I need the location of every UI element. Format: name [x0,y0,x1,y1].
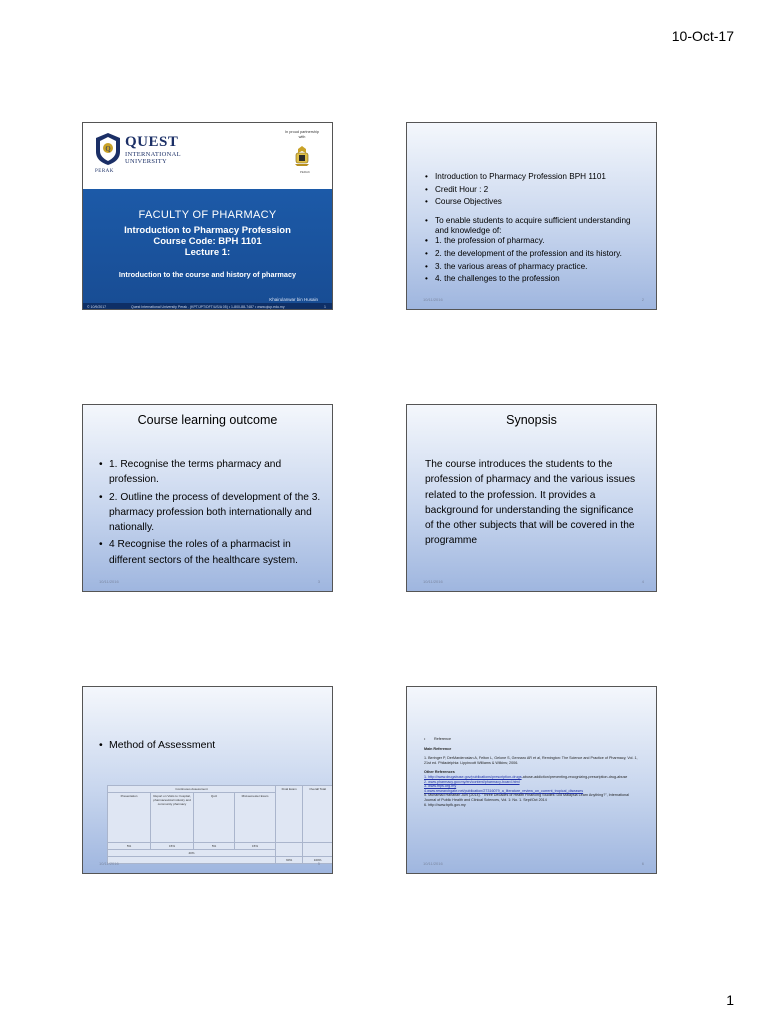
table-header: Final Exam [276,786,303,843]
logo-sub2: UNIVERSITY [125,158,167,165]
footer-date: 10/11/2016 [423,297,443,302]
main-reference: 1. Beringer P, DerMarderosian A, Felton L, Gelone S, Gennaro AR et al, Remington: The Science and Practice of Pharmacy, Vol. 1, 21st ed. Philadelphia: Lippincott Williams & Wilkins; 2006. [424,756,638,765]
footer-slide-number: 3 [317,579,320,584]
list-item: • 2. the development of the profession and its history. [425,248,646,261]
table-header: Continuous Assessment [108,786,276,793]
table-cell [303,843,333,857]
slide-1-title [82,122,333,310]
course-info-list [425,171,646,286]
course-line-2: Course Code: BPH 1101 [153,236,262,247]
slide-title: Synopsis [506,413,557,427]
university-logo-icon [95,132,121,166]
slide-footer-bar [83,303,332,310]
list-item: • Credit Hour : 2 [425,184,646,197]
list-item: • 3. the various areas of pharmacy practice. [425,261,646,274]
logo-sub1: INTERNATIONAL [125,151,181,158]
footer-date: 10/11/2016 [99,861,119,866]
partner-text: In proud partnership with [285,130,319,139]
logo-perak: PERAK [95,169,114,174]
reference-link[interactable]: 2. www.pharmacy.gov.my/en/content/pharmacy-board.html [424,779,520,784]
outcome-list [99,457,322,570]
list-item: • 2. Outline the process of development of the 3. pharmacy profession both internationally and nationally. [99,490,322,536]
reference-link-rest: -abuse-addiction/preventing-recognizing-prescription-drug-abuse [521,774,628,779]
footer-date: © 10/9/2017 [87,305,107,309]
slide-footer [423,861,644,866]
list-item: • Method of Assessment [99,739,215,751]
footer-slide-number: 5 [317,861,320,866]
table-cell: 15% [151,843,194,850]
footer-contact: Quest International University Perak . (KPT/JPT/DFT/US/A 05) • 1-800-88-7487 • www.qiup.edu.my [131,305,285,309]
reference-link[interactable]: 1. http://www.drugabuse.gov/publications/prescription-drugs [424,774,522,779]
table-cell: Presentation [108,793,151,843]
footer-slide-number: 6 [641,861,644,866]
reference-link[interactable]: 3. www.mps.org.my [424,784,457,789]
reference-label: • Reference [424,737,642,742]
slide-footer [423,297,644,302]
synopsis-body: The course introduces the students to the profession of pharmacy and the various issues related to the profession. It provides a background for understanding the significance of the other subjects that will be covered in the programme [425,459,636,547]
title-band [83,189,332,310]
reference-item: 5. Muhamad Hanafiah Juni (2014). "Three Decades of Health Financing Studies: Did Malaysia Learn Anything?", International Journal of Public Health and Clinical Sciences, Vol. 1: No. 1. Sept/Oct 2014 [424,793,629,802]
main-reference-heading: Main Reference [424,746,452,751]
page-date: 10-Oct-17 [671,28,734,44]
course-line-1: Introduction to Pharmacy Profession [124,225,291,236]
lecture-topic: Introduction to the course and history of pharmacy [118,270,297,279]
course-line-3: Lecture 1: [184,247,231,258]
reference-item: 6. http://www.bpfk.gov.my [424,802,466,807]
table-cell: 15% [235,843,276,850]
table-cell: 100% [303,857,333,864]
table-cell: 5% [194,843,235,850]
footer-date: 10/11/2016 [423,579,443,584]
list-item: • 4 Recognise the roles of a pharmacist in different sectors of the healthcare system. [99,537,322,568]
table-cell: 5% [108,843,151,850]
slide-footer [99,579,320,584]
page-number: 1 [726,992,734,1008]
table-cell: Mid-semester Exam [235,793,276,843]
list-item: • Course Objectives [425,196,646,209]
footer-date: 10/11/2016 [99,579,119,584]
slide-title: Course learning outcome [137,413,278,427]
state-crest-icon [293,145,311,167]
faculty-title: FACULTY OF PHARMACY [138,209,277,221]
table-header: Overall Total [303,786,333,843]
reference-list [424,737,642,807]
course-title [83,225,332,258]
slide-6-references [406,686,657,874]
list-item: • 1. Recognise the terms pharmacy and profession. [99,457,322,488]
assessment-list [99,739,215,751]
slide-3-learning-outcome [82,404,333,592]
reference-link[interactable]: 4.www.researchgate.net/publication/27316079_a_literature_review_on_current_tropical_diseases [424,788,584,793]
assessment-table [107,785,333,864]
slide-5-assessment [82,686,333,874]
slide-header [83,123,332,189]
list-item: • To enable students to acquire sufficient understanding and knowledge of: [425,216,646,235]
footer-date: 10/11/2016 [423,861,443,866]
slide-footer [423,579,644,584]
footer-slide-number: 1 [324,305,326,309]
slide-footer [99,861,320,866]
logo-main: QUEST [125,134,179,150]
slide-4-synopsis [406,404,657,592]
other-references-heading: Other References [424,770,455,775]
table-cell: Quiz [194,793,235,843]
footer-slide-number: 4 [641,579,644,584]
list-item: • 1. the profession of pharmacy. [425,235,646,248]
author-name: Khairulanwar bin Husain [269,297,318,302]
table-cell: Report on Visits to: hospital, pharmaceutical industry and community pharmacy [151,793,194,843]
table-cell: 60% [276,857,303,864]
svg-text:Q: Q [105,145,111,153]
table-cell: 40% [108,850,276,857]
list-item: • 4. the challenges to the profession [425,273,646,286]
crest-label: PERAK [299,170,310,174]
university-name [125,134,181,165]
table-cell [276,843,303,857]
list-item: • Introduction to Pharmacy Profession BPH 1101 [425,171,646,184]
slide-2-course-info [406,122,657,310]
footer-slide-number: 2 [641,297,644,302]
